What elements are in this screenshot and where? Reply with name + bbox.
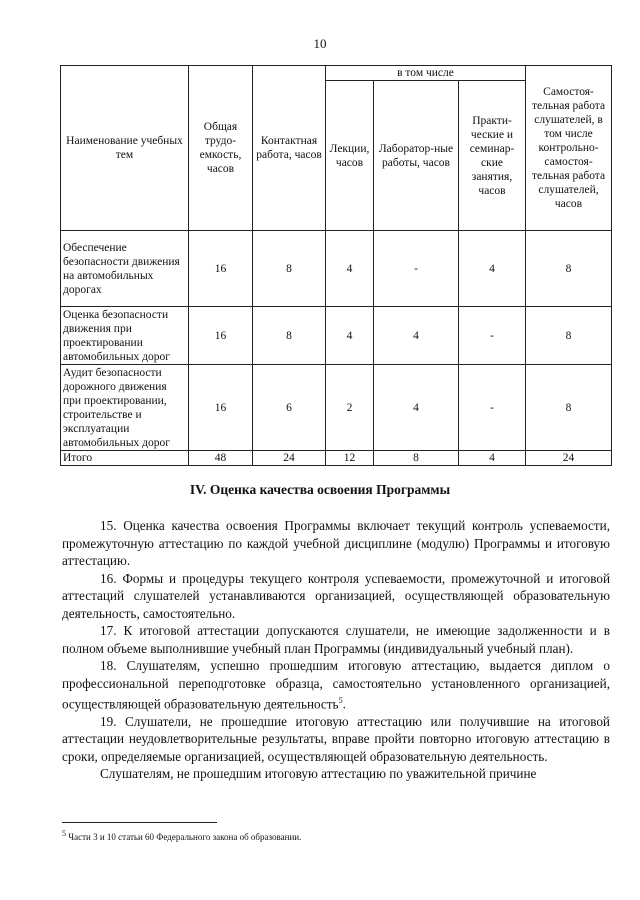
table-total-row [61,451,612,466]
table-row [61,231,612,307]
paragraph-18-text: 18. Слушателям, успешно прошедшим итоговую аттестацию, выдается диплом о профессиональной переподготовке образца, самостоятельно установленного организацией, осуществляющей образовательную деятельность [62,658,610,712]
row-lectures: 4 [326,307,374,365]
total-lab: 8 [374,451,459,466]
total-practical: 4 [459,451,526,466]
study-plan-table [60,65,612,466]
row-contact: 8 [253,307,326,365]
total-independent: 24 [526,451,612,466]
header-independent: Самостоя-тельная работа слушателей, в том числе контрольно-самостоя-тельная работа слушателей, часов [526,66,612,231]
footnote-text: Части 3 и 10 статьи 60 Федерального закона об образовании. [68,832,302,842]
header-contact: Контактная работа, часов [253,66,326,231]
body-text [62,517,610,783]
table-row [61,365,612,451]
row-name: Оценка безопасности движения при проектировании автомобильных дорог [61,307,189,365]
paragraph-15: 15. Оценка качества освоения Программы включает текущий контроль успеваемости, промежуточную аттестацию по каждой учебной дисциплине (модулю) Программы и итоговую аттестацию. [62,518,610,568]
header-lectures: Лекции, часов [326,81,374,231]
row-practical: - [459,365,526,451]
row-total: 16 [189,365,253,451]
footnote-marker: 5 [62,829,66,838]
row-independent: 8 [526,307,612,365]
row-total: 16 [189,231,253,307]
row-practical: - [459,307,526,365]
total-lectures: 12 [326,451,374,466]
footnote-ref: 5 [338,696,343,705]
row-total: 16 [189,307,253,365]
paragraph-19: 19. Слушатели, не прошедшие итоговую аттестацию или получившие на итоговой аттестации неудовлетворительные результаты, вправе пройти повторно итоговую аттестацию в сроки, определяемые организацией, осуществляющей образовательную деятельность. [62,713,610,764]
row-independent: 8 [526,365,612,451]
header-practical: Практи-ческие и семинар-ские занятия, часов [459,81,526,231]
row-lab: 4 [374,307,459,365]
row-lab: - [374,231,459,307]
paragraph-17: 17. К итоговой аттестации допускаются слушатели, не имеющие задолженности и в полном объеме выполнившие учебный план Программы (индивидуальный учебный план). [62,623,610,656]
header-lab: Лаборатор-ные работы, часов [374,81,459,231]
paragraph-18: 18. Слушателям, успешно прошедшим итоговую аттестацию, выдается диплом о профессиональной переподготовке образца, самостоятельно установленного организацией, осуществляющей образовательную деятельность$^5$. [62,658,610,712]
header-total: Общая трудо-емкость, часов [189,66,253,231]
row-lectures: 4 [326,231,374,307]
row-lab: 4 [374,365,459,451]
row-contact: 6 [253,365,326,451]
total-label: Итого [61,451,189,466]
page-number: 10 [313,36,327,51]
table-row [61,307,612,365]
footnote [62,829,610,842]
row-lectures: 2 [326,365,374,451]
row-practical: 4 [459,231,526,307]
paragraph-16: 16. Формы и процедуры текущего контроля успеваемости, промежуточной и итоговой аттестаций слушателей устанавливаются организацией, осуществляющей образовательную деятельность, самостоятельно. [62,570,610,621]
footnote-divider [62,822,217,823]
total-total: 48 [189,451,253,466]
header-including: в том числе [326,66,526,81]
paragraph-continuation: Слушателям, не прошедшим итоговую аттестацию по уважительной причине [100,766,537,782]
row-contact: 8 [253,231,326,307]
total-contact: 24 [253,451,326,466]
section-title: IV. Оценка качества освоения Программы [189,482,451,497]
header-name: Наименование учебных тем [61,66,189,231]
row-name: Аудит безопасности дорожного движения при проектировании, строительстве и эксплуатации автомобильных дорог [61,365,189,451]
row-name: Обеспечение безопасности движения на автомобильных дорогах [61,231,189,307]
row-independent: 8 [526,231,612,307]
